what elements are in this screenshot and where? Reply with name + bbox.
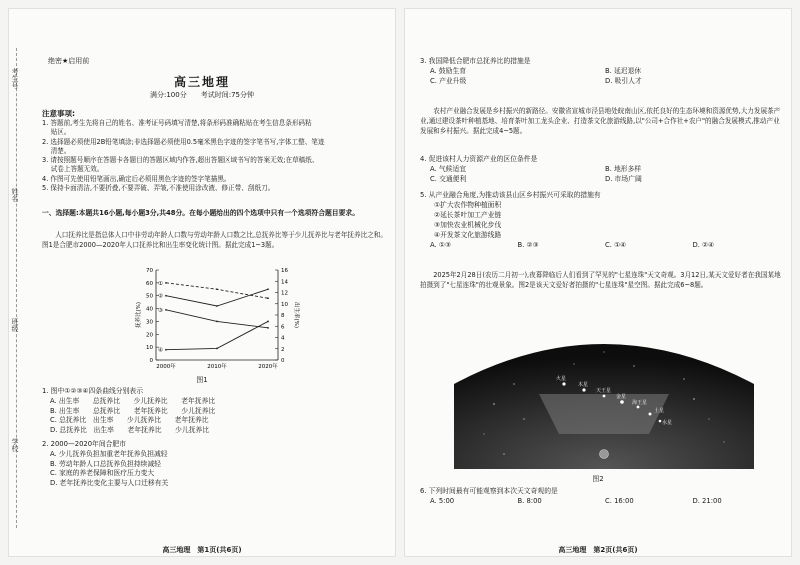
option-d[interactable]: D. 总抚养比 出生率 老年抚养比 少儿抚养比 (50, 426, 210, 435)
note-line: 2. 选择题必须使用2B铅笔填涂;非选择题必须使用0.5毫米黑色字迹的签字笔书写,字体工整、笔迹 (42, 137, 325, 146)
option-a[interactable]: A. ①③ (430, 241, 452, 249)
question-passage: 人口抚养比是指总体人口中非劳动年龄人口数与劳动年龄人口数之比,总抚养比等于少儿抚养比与老年抚养比之和。图1是合肥市2000—2020年人口抚养比和出生率变化统计图。据此完成1~3题。 (42, 231, 387, 249)
series-label: ① (158, 280, 163, 287)
question-2 (42, 440, 382, 489)
planet-label: 木星 (578, 382, 589, 388)
option-d[interactable]: D. 吸引人才 (605, 77, 642, 85)
y-right-tick-label: 16 (281, 268, 288, 274)
y-left-tick-label: 50 (146, 293, 153, 300)
option-c[interactable]: C. ①④ (605, 241, 627, 249)
page-footer: 高三地理 第2页(共6页) (558, 546, 638, 554)
y-right-tick-label: 4 (281, 335, 285, 342)
question-stem: 1. 图中①②③④四条曲线分别表示 (42, 387, 143, 395)
note-line: 贴区。 (42, 128, 71, 137)
notes-list (42, 119, 382, 193)
planet-label: 天王星 (596, 388, 612, 394)
statement-item: ③加快农业机械化步伐 (434, 221, 502, 229)
question-3 (420, 56, 780, 86)
statement-item: ②延长茶叶加工产业链 (434, 211, 502, 219)
question-4 (420, 154, 780, 184)
note-line: 1. 答题前,考生先将自己的姓名、准考证号码填写清楚,将条形码准确粘贴在考生信息条形码粘 (42, 119, 312, 127)
question-stem: 5. 从产业融合角度,为推动该县山区乡村振兴可采取的措施有 (420, 191, 601, 199)
gutter-label-school: 学校 (11, 438, 19, 452)
option-c[interactable]: C. 总抚养比 出生率 少儿抚养比 老年抚养比 (50, 416, 209, 425)
option-b[interactable]: B. 8:00 (517, 497, 542, 505)
series-point (165, 309, 167, 311)
moon-marker (600, 450, 609, 459)
y-right-tick-label: 12 (281, 290, 288, 297)
series-point (165, 282, 167, 284)
y-left-tick-label: 70 (146, 268, 153, 274)
series-point (267, 321, 269, 323)
series-label: ③ (158, 307, 163, 314)
planet-label: 土星 (654, 408, 665, 414)
series-point (267, 288, 269, 290)
question-stem: 4. 促进该村人力资源产业的区位条件是 (420, 155, 538, 163)
series-point (165, 295, 167, 297)
figure-2-sky-image (454, 324, 754, 469)
planet-label: 金星 (616, 394, 627, 400)
series-line (166, 289, 268, 306)
confidential-mark: 绝密★启用前 (48, 57, 90, 65)
note-line: 试卷上答题无效。 (42, 165, 104, 174)
binding-gutter (10, 48, 24, 528)
x-tick-label: 2020年 (258, 364, 278, 370)
gutter-label-name: 姓名 (11, 188, 19, 202)
question-stem: 2. 2000—2020年间合肥市 (42, 440, 127, 448)
notes-heading: 注意事项: (42, 109, 75, 118)
x-tick-label: 2000年 (156, 364, 176, 370)
note-line: 4. 作图可先使用铅笔画出,确定后必须用黑色字迹的签字笔描黑。 (42, 174, 231, 183)
series-point (216, 348, 218, 350)
note-line: 清楚。 (42, 146, 71, 155)
y-left-tick-label: 20 (146, 332, 153, 339)
option-a[interactable]: A. 少儿抚养负担加重老年抚养负担减轻 (50, 449, 168, 458)
option-b[interactable]: B. ②③ (517, 241, 539, 249)
option-b[interactable]: B. 劳动年龄人口总抚养负担持续减轻 (50, 459, 161, 468)
exam-page-1 (8, 8, 396, 557)
y-right-tick-label: 2 (281, 346, 285, 353)
y-left-tick-label: 0 (149, 358, 153, 364)
option-b[interactable]: B. 延迟退休 (605, 67, 642, 75)
y-left-tick-label: 30 (146, 319, 153, 326)
y-axis-right-label: 出生率(%) (293, 301, 299, 329)
series-line (166, 310, 268, 328)
passage-astronomy: 2025年2月28日(农历二月初一),夜幕降临后人们看到了罕见的"七星连珠"天文奇观。3月12日,某天文爱好者在我国某地拍摄到了"七星连珠"的壮观景象。图2是该天文爱好者拍摄的"七星连珠"星空图。据此完成6~8题。 (420, 271, 781, 289)
section-heading: 一、选择题:本题共16小题,每小题3分,共48分。在每小题给出的四个选项中只有一个选项符合题目要求。 (42, 209, 359, 217)
note-line: 3. 请按照题号顺序在答题卡各题目的答题区域内作答,超出答题区域书写的答案无效;在草稿纸、 (42, 156, 319, 165)
planet-label: 海王星 (632, 400, 648, 406)
question-5 (420, 190, 780, 250)
planet-label: 火星 (556, 376, 567, 382)
y-right-tick-label: 0 (281, 358, 285, 364)
y-left-tick-label: 60 (146, 280, 153, 287)
series-point (165, 349, 167, 351)
option-d[interactable]: D. 市场广阔 (605, 175, 642, 183)
y-right-tick-label: 14 (281, 279, 288, 286)
y-right-tick-label: 6 (281, 324, 285, 331)
option-d[interactable]: D. ②④ (692, 241, 715, 249)
figure-2-caption: 图2 (592, 475, 604, 483)
option-c[interactable]: C. 16:00 (605, 497, 634, 505)
cut-line (16, 48, 17, 528)
series-point (216, 321, 218, 323)
series-point (267, 297, 269, 299)
figure-1-chart (128, 264, 308, 374)
option-b[interactable]: B. 地形多样 (605, 165, 642, 173)
series-point (267, 327, 269, 329)
question-6 (420, 486, 780, 506)
series-line (166, 283, 268, 298)
option-a[interactable]: A. 气候适宜 (430, 165, 467, 173)
gutter-label-class: 班级 (11, 318, 19, 332)
option-c[interactable]: C. 家庭的养老保障和医疗压力变大 (50, 469, 155, 478)
option-d[interactable]: D. 老年抚养比变化主要与人口迁移有关 (50, 479, 169, 488)
option-a[interactable]: A. 5:00 (430, 497, 455, 505)
gutter-label-examno: 考生号 (11, 68, 19, 89)
planet-label: 水星 (662, 420, 673, 426)
y-right-tick-label: 8 (281, 313, 285, 319)
page-footer: 高三地理 第1页(共6页) (162, 546, 242, 554)
option-a[interactable]: A. 出生率 总抚养比 少儿抚养比 老年抚养比 (50, 396, 216, 405)
y-left-tick-label: 40 (146, 306, 153, 313)
series-point (216, 288, 218, 290)
passage-rural: 农村产业融合发展是乡村振兴的新路径。安徽省宣城市泾县地处皖南山区,依托良好的生态环境和资源优势,大力发展茶产业,通过建设茶叶种植基地、培育茶叶加工龙头企业、打造茶文化旅游线路,以"公司+合作社+农户"的融合发展模式,推动产业发展和乡村振兴。据此完成4~5题。 (420, 107, 781, 135)
series-point (216, 305, 218, 307)
y-right-tick-label: 10 (281, 301, 288, 308)
exam-meta: 满分:100分 考试时间:75分钟 (150, 91, 254, 99)
question-stem: 3. 我国降低合肥市总抚养比的措施是 (420, 57, 531, 65)
y-left-tick-label: 10 (146, 345, 153, 352)
option-b[interactable]: B. 出生率 总抚养比 老年抚养比 少儿抚养比 (50, 406, 216, 415)
x-tick-label: 2010年 (207, 364, 227, 370)
question-1 (42, 387, 382, 436)
question-stem: 6. 下列时间最有可能观察到本次天文奇观的是 (420, 487, 558, 495)
series-label: ② (158, 293, 163, 300)
series-label: ④ (158, 347, 163, 354)
option-c[interactable]: C. 产业升级 (430, 77, 467, 85)
statement-item: ①扩大农作物种植面积 (434, 201, 502, 209)
y-axis-left-label: 抚养比(%) (136, 301, 142, 329)
note-line: 5. 保持卡面清洁,不要折叠,不要弄破、弄皱,不准使用涂改液、修正带、刮纸刀。 (42, 184, 275, 193)
option-d[interactable]: D. 21:00 (692, 497, 722, 505)
exam-title: 高三地理 (173, 75, 230, 89)
statement-item: ④开发茶文化旅游线路 (434, 231, 502, 239)
option-a[interactable]: A. 鼓励生育 (430, 67, 467, 75)
option-c[interactable]: C. 交通便利 (430, 175, 467, 183)
exam-page-2 (404, 8, 792, 557)
figure-1-caption: 图1 (196, 376, 208, 384)
